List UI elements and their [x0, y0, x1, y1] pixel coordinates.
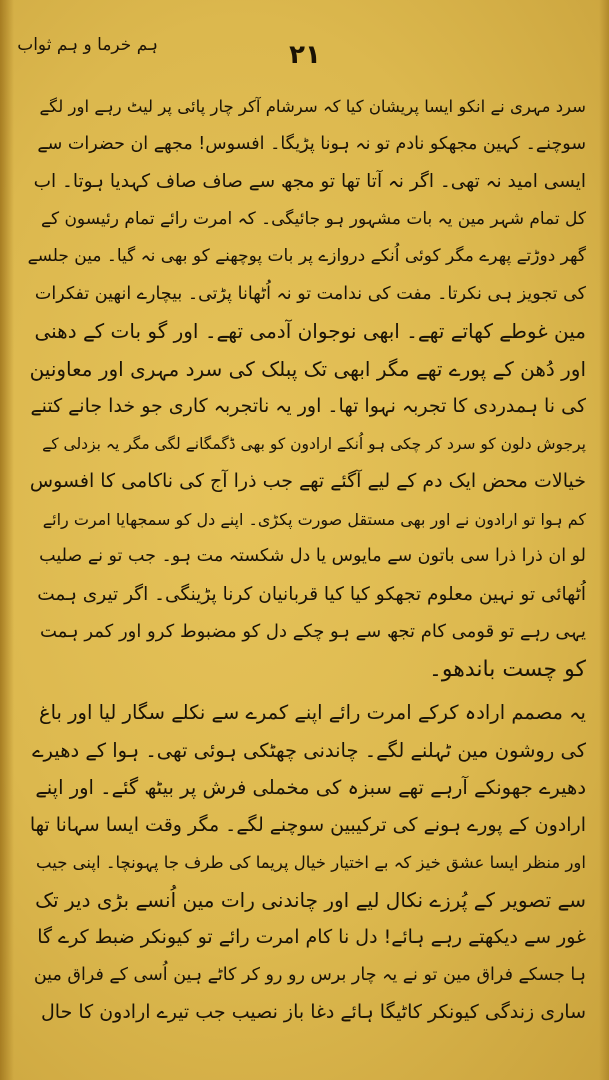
page-edge-shadow-right: [599, 0, 609, 1080]
text-line: ہا جسکے فراق مین تو نے یہ چار برس رو رو کر کاٹے ہین اُسی کے فراق مین: [33, 964, 586, 985]
body-text: [28, 88, 586, 1032]
text-line: ایسی امید نہ تھی۔ اگر نہ آتا تھا تو مجھ سے صاف صاف کہدیا ہوتا۔ اب: [33, 171, 586, 192]
running-title: ہم خرما و ہم ثواب: [17, 35, 158, 55]
text-line: سرد مہری نے انکو ایسا پریشان کیا کہ سرشام آکر چار پائی پر لیٹ رہے اور لگے: [39, 97, 586, 116]
text-line: غور سے دیکھتے رہے ہائے! دل نا کام امرت رائے تو کیونکر ضبط کرے گا: [37, 926, 586, 948]
text-line: یہ مصمم ارادہ کرکے امرت رائے اپنے کمرے سے نکلے سگار لیا اور باغ: [38, 701, 586, 724]
text-line: سوچنے۔ کہین مجھکو نادم تو نہ ہونا پڑیگا۔ افسوس! مجھے ان حضرات سے: [37, 133, 586, 154]
text-line: لو ان ذرا ذرا سی باتون سے مایوس یا دل شکستہ مت ہو۔ جب تو نے صلیب: [39, 546, 586, 566]
text-line: کو چست باندھو۔: [428, 656, 586, 682]
text-line: اور منظر ایسا عشق خیز کہ بے اختیار خیال پریما کی طرف جا پہونچا۔ اپنی جیب: [36, 853, 586, 872]
text-line: کل تمام شہر مین یہ بات مشہور ہو جائیگی۔ کہ امرت رائے تمام رئیسون کے: [40, 208, 586, 229]
text-line: دھیرے جھونکے آرہے تھے سبزہ کی مخملی فرش پر بیٹھ گئے۔ اور اپنے: [35, 776, 586, 799]
text-line: مین غوطے کھاتے تھے۔ ابھی نوجوان آدمی تھے۔ اور گو بات کے دھنی: [34, 319, 586, 343]
text-line: اور دُھن کے پورے تھے مگر ابھی تک پبلک کی سرد مہری اور معاونین: [29, 356, 586, 381]
page-number: ۲۱: [289, 40, 321, 70]
page-edge-shadow-left: [0, 0, 14, 1080]
paragraph-2: [28, 694, 586, 1032]
text-line: یہی رہے تو قومی کام تجھ سے ہو چکے دل کو مضبوط کرو اور کمر ہمت: [39, 621, 586, 642]
text-line: کم ہوا تو ارادون نے اور بھی مستقل صورت پکڑی۔ اپنے دل کو سمجھایا امرت رائے: [42, 509, 586, 529]
text-line: کی تجویز ہی نکرتا۔ مفت کی ندامت تو نہ اُٹھانا پڑتی۔ بیچارے انھین تفکرات: [34, 283, 586, 304]
text-line: ارادون کے پورے ہونے کی ترکیبین سوچنے لگے۔ مگر وقت ایسا سہانا تھا: [29, 813, 586, 836]
text-line: کی نا ہمدردی کا تجربہ نہوا تھا۔ اور یہ ناتجربہ کاری جو خدا جانے کتنے: [30, 395, 586, 417]
text-line: سے تصویر کے پُرزے نکال لیے اور چاندنی رات مین اُنسے بڑی دیر تک: [35, 887, 586, 912]
paragraph-1: [28, 88, 586, 688]
text-line: گھر دوڑتے پھرے مگر کوئی اُنکے دروازے پر بات پوچھنے کو بھی نہ گیا۔ مین جلسے: [28, 246, 586, 266]
text-line: پرجوش دلون کو سرد کر چکی ہو اُنکے ارادون کو بھی ڈگمگانے لگی مگر یہ بزدلی کے: [42, 434, 586, 453]
text-line: اُٹھائی تو نہین معلوم تجھکو کیا کیا قربانیان کرنا پڑینگی۔ اگر تیری ہمت: [37, 583, 586, 605]
text-line: کی روشون مین ٹہلنے لگے۔ چاندنی چھٹکی ہوئی تھی۔ ہوا کے دھیرے: [32, 738, 586, 762]
text-line: ساری زندگی کیونکر کاٹیگا ہائے دغا باز نصیب جب تیرے ارادون کا حال: [40, 1001, 586, 1023]
text-line: خیالات محض ایک دم کے لیے آگئے تھے جب ذرا آج کی ناکامی کا افسوس: [29, 470, 586, 492]
